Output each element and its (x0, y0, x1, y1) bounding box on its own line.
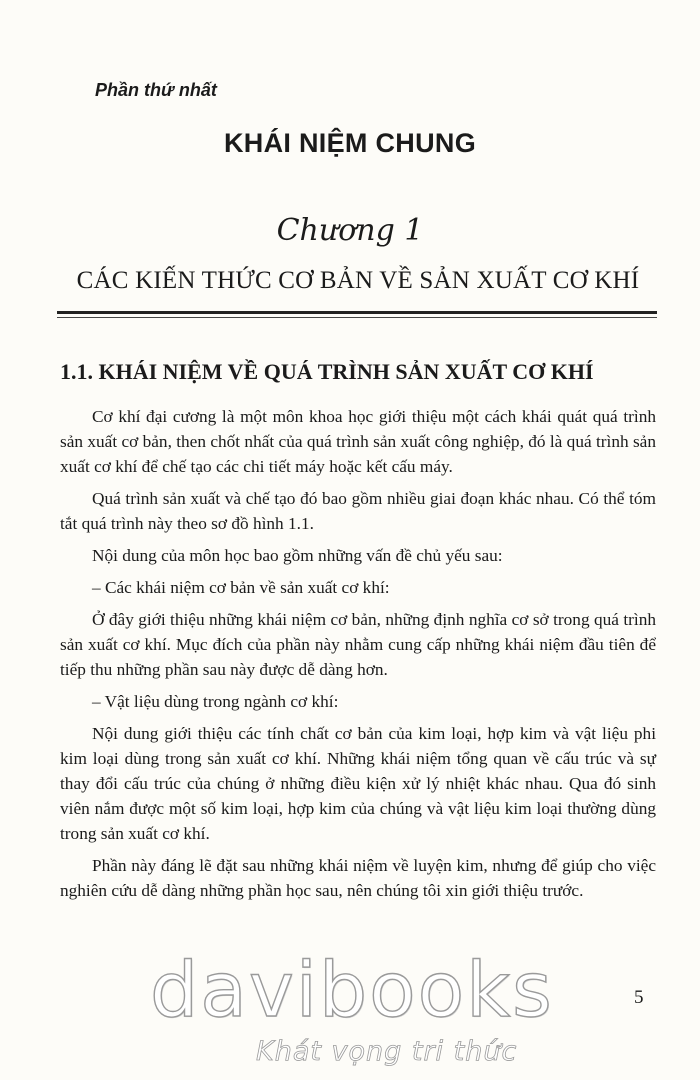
paragraph-6: – Vật liệu dùng trong ngành cơ khí: (92, 692, 339, 711)
paragraph-3: Nội dung của môn học bao gồm những vấn đề chủ yếu sau: (92, 546, 503, 565)
watermark-logo: davibooks (150, 945, 554, 1034)
chapter-title: CÁC KIẾN THỨC CƠ BẢN VỀ SẢN XUẤT CƠ KHÍ (76, 267, 640, 294)
page-number: 5 (634, 987, 644, 1008)
watermark-tagline: Khát vọng tri thức (256, 1036, 518, 1067)
chapter-rule-thick (57, 311, 657, 314)
chapter-rule-thin (57, 317, 657, 318)
paragraph-2: Quá trình sản xuất và chế tạo đó bao gồm nhiều giai đoạn khác nhau. Có thể tóm tắt quá trình này theo sơ đồ hình 1.1. (60, 489, 656, 533)
paragraph-1: Cơ khí đại cương là một môn khoa học giới thiệu một cách khái quát quá trình sản xuất cơ bản, then chốt nhất của quá trình sản xuất công nghiệp, đó là quá trình sản xuất cơ khí để chế tạo các chi tiết máy hoặc kết cấu máy. (60, 407, 656, 476)
section-heading: 1.1. KHÁI NIỆM VỀ QUÁ TRÌNH SẢN XUẤT CƠ KHÍ (60, 359, 594, 384)
paragraph-7: Nội dung giới thiệu các tính chất cơ bản của kim loại, hợp kim và vật liệu phi kim loại dùng trong sản xuất cơ khí. Những khái niệm tổng quan về cấu trúc và sự thay đổi cấu trúc của chúng ở những điều kiện xử lý nhiệt khác nhau. Qua đó sinh viên nắm được một số kim loại, hợp kim của chúng và vật liệu kim loại thường dùng trong sản xuất cơ khí. (60, 724, 656, 843)
paragraph-5: Ở đây giới thiệu những khái niệm cơ bản, những định nghĩa cơ sở trong quá trình sản xuất cơ khí. Mục đích của phần này nhằm cung cấp những khái niệm đầu tiên để tiếp thu những phần sau này được dễ dàng hơn. (60, 610, 656, 679)
body-text (60, 404, 656, 910)
part-title: KHÁI NIỆM CHUNG (224, 128, 476, 158)
chapter-label: Chương 1 (276, 213, 424, 248)
paragraph-8: Phần này đáng lẽ đặt sau những khái niệm về luyện kim, nhưng để giúp cho việc nghiên cứu dễ dàng những phần học sau, nên chúng tôi xin giới thiệu trước. (60, 856, 656, 900)
paragraph-4: – Các khái niệm cơ bản về sản xuất cơ khí: (92, 578, 390, 597)
part-label: Phần thứ nhất (95, 80, 217, 100)
